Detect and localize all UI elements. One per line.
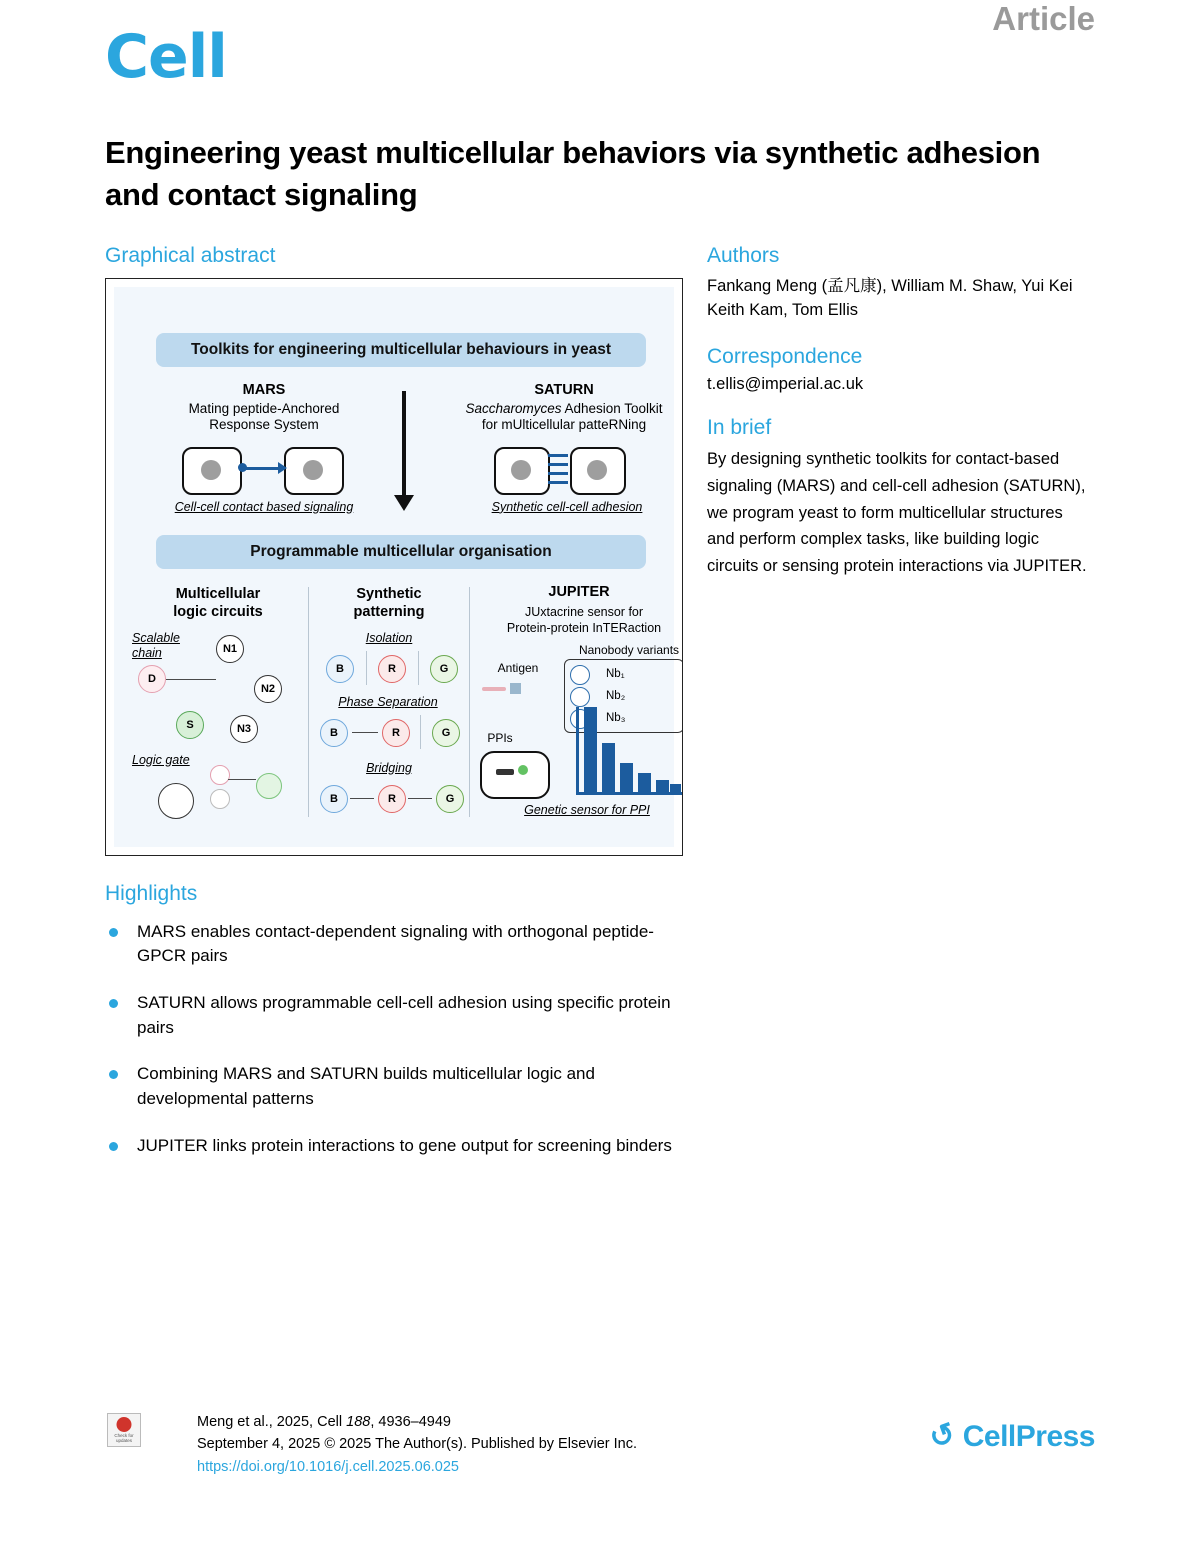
br-connector-2 [408, 798, 432, 800]
left-column [105, 244, 685, 1180]
isolation-label: Isolation [365, 630, 413, 645]
bar-2 [602, 743, 615, 792]
mars-peptide-dot [238, 463, 247, 472]
nb-label-1: Nb₁ [606, 667, 625, 680]
citation-line-2: September 4, 2025 © 2025 The Author(s). Published by Elsevier Inc. [197, 1436, 638, 1453]
crossmark-badge[interactable] [107, 1413, 141, 1447]
ppis-label: PPIs [487, 730, 513, 745]
ps-cell-g: G [432, 719, 460, 747]
nb-label-2: Nb₂ [606, 689, 626, 702]
br-connector-1 [350, 798, 374, 800]
ppi-shape [496, 769, 514, 775]
nucleus-icon [587, 460, 607, 480]
mars-title: MARS [242, 381, 286, 398]
jupiter-subtitle-2: Protein-protein InTERaction [506, 620, 662, 635]
iso-divider-1 [366, 651, 367, 685]
iso-cell-r: R [378, 655, 406, 683]
right-column [707, 244, 1087, 602]
footer [105, 1413, 1095, 1473]
highlights-section [105, 882, 685, 1158]
mars-subtitle-1: Mating peptide-Anchored [188, 400, 340, 416]
citation-line-1 [197, 1411, 637, 1433]
saturn-subtitle-2: for mUlticellular patteRNing [481, 416, 647, 432]
in-brief-heading: In brief [707, 416, 772, 440]
correspondence-section [707, 345, 1087, 394]
footer-citation [197, 1411, 637, 1478]
in-brief-section [707, 416, 1087, 580]
authors-heading: Authors [707, 243, 780, 267]
authors-section [707, 244, 1087, 324]
gate-output [256, 773, 282, 799]
banner-programmable: Programmable multicellular organisation [156, 535, 646, 569]
flow-arrow-icon [402, 391, 406, 497]
saturn-cell-left [494, 447, 550, 495]
chain-connector [166, 679, 216, 681]
ppi-cell [480, 751, 550, 799]
list-item: SATURN allows programmable cell-cell adhesion using specific protein pairs [105, 991, 685, 1040]
content-columns [105, 244, 1095, 1180]
correspondence-heading: Correspondence [707, 345, 863, 369]
gate-connector [228, 779, 256, 781]
phase-separation-label: Phase Separation [338, 694, 438, 709]
nb-icon-1 [570, 665, 590, 685]
journal-logo: Cell [105, 22, 227, 92]
crossmark-label: Check for updates [114, 1433, 134, 1443]
nb-icon-2 [570, 687, 590, 707]
scalable-chain-label: Scalable chain [132, 630, 180, 661]
list-item: Combining MARS and SATURN builds multicellular logic and developmental patterns [105, 1062, 685, 1111]
masthead [105, 0, 1095, 120]
node-d: D [138, 665, 166, 693]
jupiter-caption: Genetic sensor for PPI [524, 802, 650, 817]
article-type-label: Article [992, 0, 1095, 37]
iso-cell-g: G [430, 655, 458, 683]
page-title: Engineering yeast multicellular behaviors via synthetic adhesion and contact signaling [105, 135, 1041, 212]
bar-6 [670, 784, 681, 792]
adhesion-link-2 [548, 463, 568, 466]
mars-signal-arrow [242, 467, 280, 470]
node-n3: N3 [230, 715, 258, 743]
ps-divider [420, 715, 421, 749]
graphical-abstract-heading: Graphical abstract [105, 243, 276, 267]
chart-y-axis [576, 707, 579, 795]
gate-input-1 [210, 765, 230, 785]
saturn-caption: Synthetic cell-cell adhesion [491, 499, 643, 514]
bridging-label: Bridging [366, 760, 412, 775]
antigen-label: Antigen [497, 660, 539, 675]
list-item: JUPITER links protein interactions to gene output for screening binders [105, 1134, 685, 1159]
nanobody-variants-label: Nanobody variants [578, 642, 680, 657]
authors-list: Fankang Meng (孟凡康), William M. Shaw, Yui Kei Keith Kam, Tom Ellis [707, 276, 1073, 320]
iso-divider-2 [418, 651, 419, 685]
logic-title-1: Multicellular [175, 585, 261, 602]
antigen-square [510, 683, 521, 694]
citation-pages: , 4936–4949 [370, 1414, 451, 1430]
bar-1 [584, 707, 597, 792]
crossmark-icon [117, 1417, 132, 1432]
correspondence-email[interactable]: t.ellis@imperial.ac.uk [707, 375, 864, 394]
mars-arrow-head [278, 462, 287, 474]
chart-x-axis [576, 792, 682, 795]
graphical-abstract-figure [105, 278, 683, 856]
nucleus-icon [303, 460, 323, 480]
highlights-heading: Highlights [105, 881, 198, 905]
ps-cell-r: R [382, 719, 410, 747]
br-cell-r: R [378, 785, 406, 813]
saturn-cell-right [570, 447, 626, 495]
nb-label-3: Nb₃ [606, 711, 626, 724]
mars-subtitle-2: Response System [209, 416, 319, 432]
node-s: S [176, 711, 204, 739]
nucleus-icon [511, 460, 531, 480]
mars-cell-right [284, 447, 344, 495]
publisher-logo [925, 1416, 1095, 1457]
publisher-name: CellPress [962, 1419, 1095, 1453]
mars-caption: Cell-cell contact based signaling [174, 499, 354, 514]
adhesion-link-1 [548, 454, 568, 457]
gate-cell [158, 783, 194, 819]
gate-input-2 [210, 789, 230, 809]
doi-link[interactable]: https://doi.org/10.1016/j.cell.2025.06.025 [197, 1458, 459, 1475]
citation-prefix: Meng et al., 2025, Cell [197, 1414, 347, 1430]
citation-volume: 188 [346, 1414, 371, 1430]
jupiter-title: JUPITER [548, 583, 610, 600]
patterning-title-2: patterning [353, 603, 425, 620]
banner-toolkits: Toolkits for engineering multicellular behaviours in yeast [156, 333, 646, 367]
panel-divider-2 [469, 587, 470, 817]
nucleus-icon [201, 460, 221, 480]
bar-5 [656, 780, 669, 792]
iso-cell-b: B [326, 655, 354, 683]
patterning-title-1: Synthetic [356, 585, 422, 602]
bar-4 [638, 773, 651, 792]
mars-cell-left [182, 447, 242, 495]
antigen-shape [482, 687, 506, 691]
saturn-genus: Saccharomyces [465, 400, 562, 416]
saturn-subtitle-1: Saccharomyces Adhesion Toolkit [465, 400, 663, 416]
jupiter-subtitle-1: JUxtacrine sensor for [524, 604, 644, 619]
adhesion-link-3 [548, 472, 568, 475]
in-brief-text: By designing synthetic toolkits for contact-based signaling (MARS) and cell-cell adhesion (SATURN), we program yeast to form multicellular structures and perform complex tasks, like building logic circuits or sensing protein interactions via JUPITER. [707, 450, 1087, 576]
bar-3 [620, 763, 633, 792]
ps-connector [352, 732, 378, 734]
panel-divider-1 [308, 587, 309, 817]
br-cell-b: B [320, 785, 348, 813]
node-n2: N2 [254, 675, 282, 703]
logic-title-2: logic circuits [173, 603, 263, 620]
list-item: MARS enables contact-dependent signaling with orthogonal peptide-GPCR pairs [105, 920, 685, 969]
ps-cell-b: B [320, 719, 348, 747]
logic-gate-label: Logic gate [132, 752, 190, 767]
saturn-title: SATURN [534, 381, 594, 398]
highlights-list [105, 920, 685, 1158]
br-cell-g: G [436, 785, 464, 813]
adhesion-link-4 [548, 481, 568, 484]
graphical-abstract-canvas [114, 287, 680, 847]
cellpress-mark-icon: ↺ [925, 1416, 960, 1457]
node-n1: N1 [216, 635, 244, 663]
ppi-output-dot [518, 765, 528, 775]
